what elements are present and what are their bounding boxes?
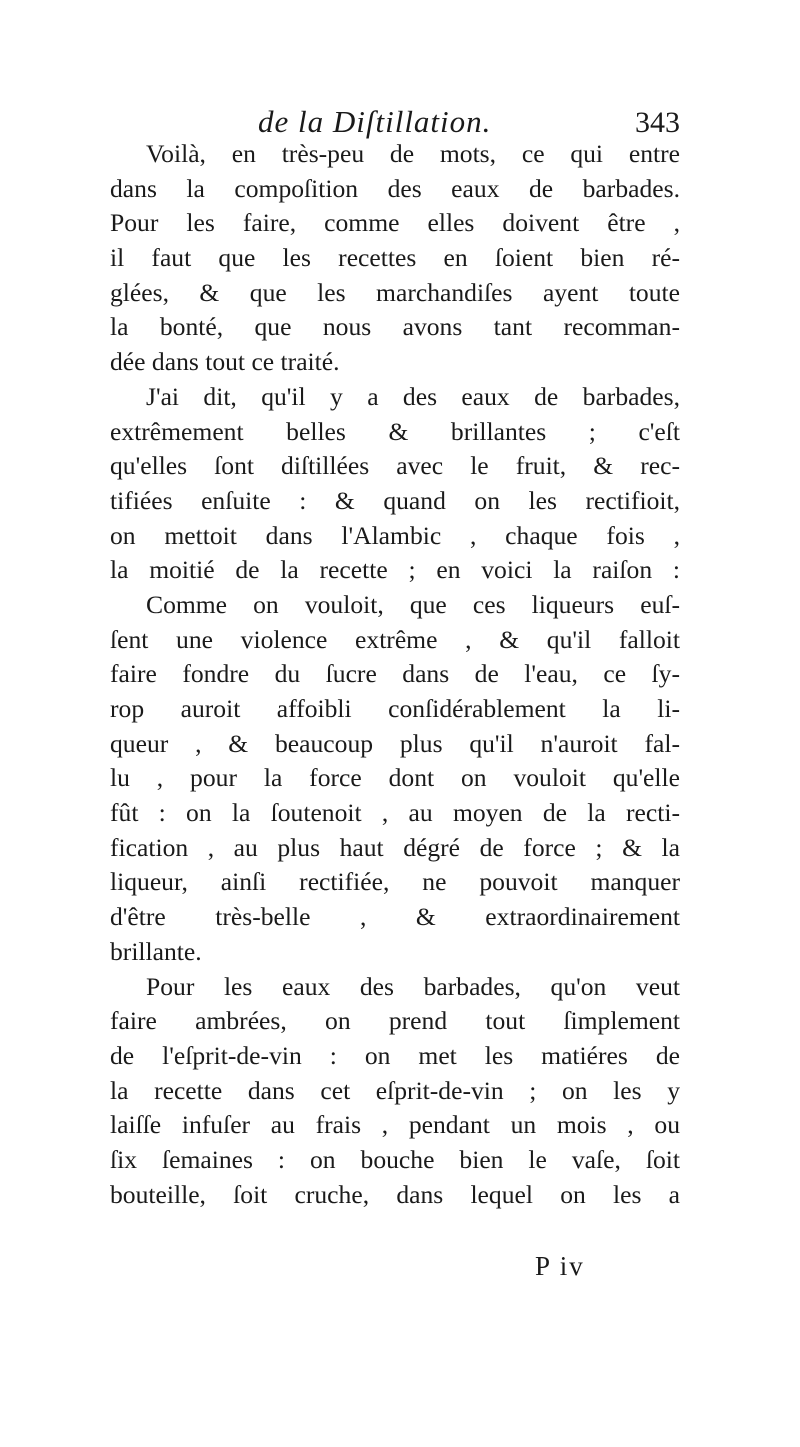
text-line: la bonté, que nous avons tant recomman- (110, 312, 680, 342)
text-line: extrêmement belles & brillantes ; c'eſt (110, 416, 680, 446)
text-line: Voilà, en très-peu de mots, ce qui entre (146, 139, 680, 168)
text-line: faire ambrées, on prend tout ſimplement (110, 1006, 680, 1036)
text-line: faire fondre du ſucre dans de l'eau, ce ſy- (110, 659, 680, 689)
text-line: tifiées enſuite : & quand on les rectifioit, (110, 485, 680, 515)
text-line: qu'elles ſont diſtillées avec le fruit, & rec- (110, 451, 680, 481)
text-line: J'ai dit, qu'il y a des eaux de barbades, (146, 381, 680, 411)
text-line: queur , & beaucoup plus qu'il n'auroit fal- (110, 728, 680, 758)
text-line: il faut que les recettes en ſoient bien ré- (110, 243, 680, 273)
text-line: glées, & que les marchandiſes ayent toute (110, 277, 680, 307)
text-line: rop auroit affoibli conſidérablement la li- (110, 694, 680, 723)
text-line: bouteille, ſoit cruche, dans lequel on les a (110, 1179, 680, 1209)
text-line: dans la compoſition des eaux de barbades. (110, 173, 680, 203)
text-line: fût : on la ſoutenoit , au moyen de la recti- (110, 798, 680, 828)
text-line: la moitié de la recette ; en voici la raiſon : (110, 555, 680, 585)
text-line: ſent une violence extrême , & qu'il falloit (110, 624, 680, 654)
text-line: lu , pour la force dont on vouloit qu'elle (110, 763, 680, 793)
text-line: fication , au plus haut dégré de force ; & la (110, 832, 680, 862)
text-line: d'être très-belle , & extraordinairement (110, 902, 680, 932)
text-line: Pour les faire, comme elles doivent être , (110, 208, 680, 238)
text-line: Pour les eaux des barbades, qu'on veut (146, 971, 680, 1001)
text-line: de l'eſprit-de-vin : on met les matiéres de (110, 1040, 680, 1070)
running-title: de la Diſtillation. (258, 104, 492, 139)
text-line: on mettoit dans l'Alambic , chaque fois , (110, 520, 680, 550)
text-line: laiſſe infuſer au frais , pendant un mois , ou (110, 1110, 680, 1140)
text-line: liqueur, ainſi rectifiée, ne pouvoit manquer (110, 867, 680, 897)
page-number: 343 (635, 106, 680, 139)
body-text (110, 137, 680, 1212)
text-line: la recette dans cet eſprit-de-vin ; on les y (110, 1075, 680, 1105)
text-line: brillante. (110, 936, 202, 966)
signature-mark: P iv (535, 1251, 585, 1281)
text-line: dée dans tout ce traité. (110, 347, 340, 377)
text-line: Comme on vouloit, que ces liqueurs euſ- (146, 589, 680, 619)
text-line: ſix ſemaines : on bouche bien le vaſe, ſoit (110, 1144, 680, 1174)
